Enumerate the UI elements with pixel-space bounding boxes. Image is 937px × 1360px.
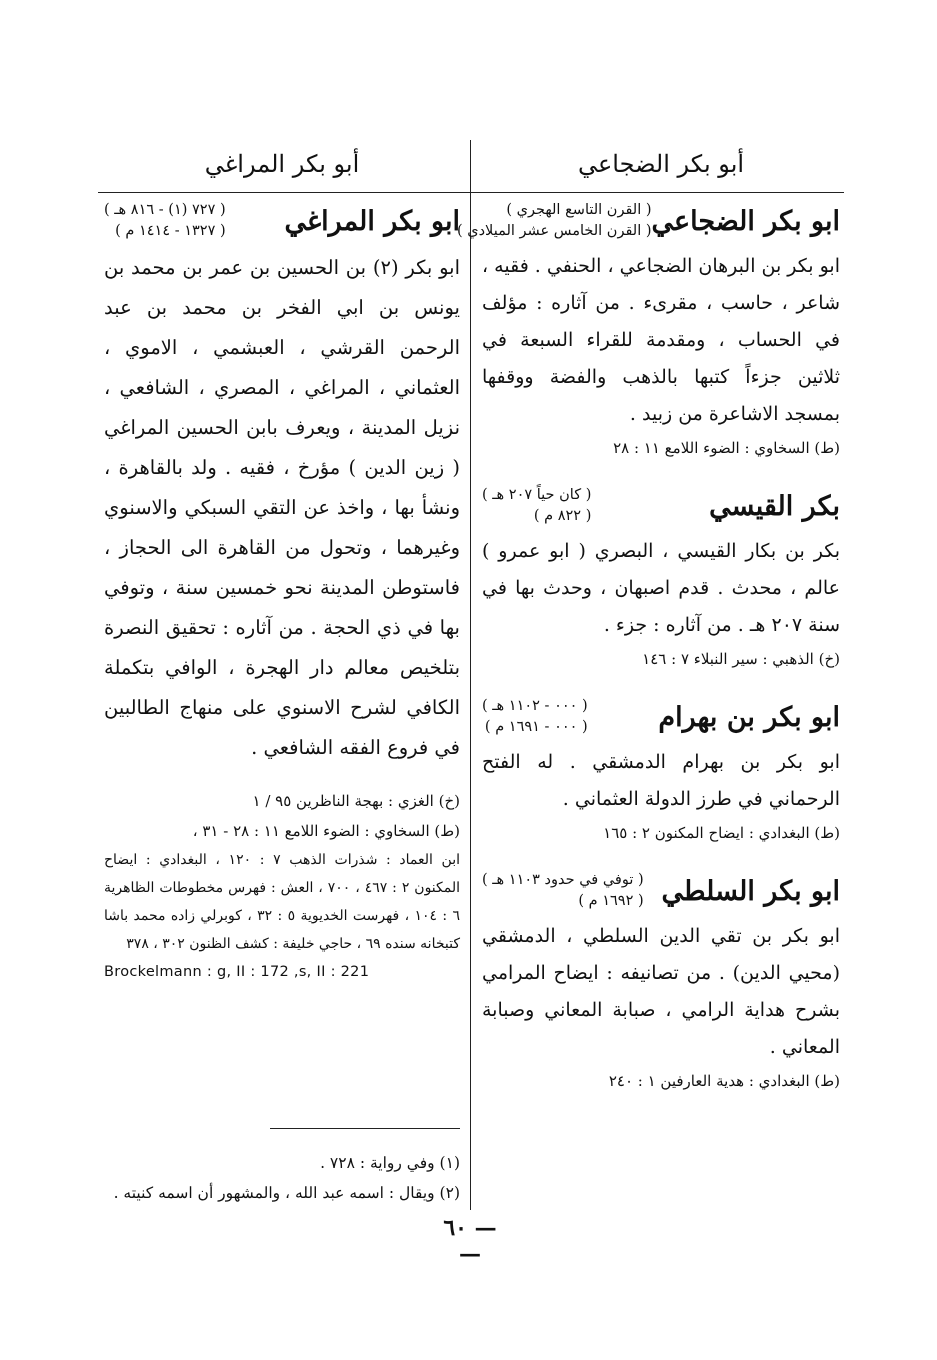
footnote: (١) وفي رواية : ٧٢٨ . xyxy=(320,1154,460,1172)
page-number: — ٦٠ — xyxy=(443,1215,497,1267)
column-divider xyxy=(470,140,471,1210)
entry-dajai xyxy=(456,200,840,463)
entry-body: ابو بكر بن تقي الدين السلطي ، الدمشقي (محيي الدين) . من تصانيفه : ايضاح المرامي بشرح هداية الرامي ، صبابة المعاني وصبابة المعاني . xyxy=(482,925,840,1058)
entry-name: ابو بكر بن بهرام xyxy=(658,701,840,733)
footnotes xyxy=(104,1148,460,1208)
entry-reference: (ط) السخاوي : الضوء اللامع ١١ : ٢٨ - ٣١ ، xyxy=(192,822,460,840)
entry-qaysi xyxy=(482,485,840,674)
entry-name: ابو بكر الضجاعي xyxy=(651,205,840,237)
entry-body: بكر بن بكار القيسي ، البصري ( ابو عمرو ) عالم ، محدث . قدم اصبهان ، وحدث بها في سنة ٢٠٧ هـ . من آثاره : جزء . xyxy=(482,540,840,636)
entry-body: ابو بكر بن بهرام الدمشقي . له الفتح الرحماني في طرز الدولة العثماني . xyxy=(482,751,840,810)
date-gregorian: ( ١٣٢٧ - ١٤١٤ م ) xyxy=(115,223,226,239)
header-rule xyxy=(98,192,844,193)
entry-reference: (خ) الغزي : بهجة الناظرين ٩٥ / ١ xyxy=(252,792,460,810)
entry-dates xyxy=(482,485,591,527)
entry-salti xyxy=(482,870,840,1096)
entry-dates xyxy=(104,200,226,242)
running-header-right: أبو بكر الضجاعي xyxy=(577,150,745,178)
right-column xyxy=(456,200,840,1110)
entry-reference: (ط) البغدادي : ايضاح المكنون ٢ : ١٦٥ xyxy=(603,824,840,842)
footnote-rule xyxy=(270,1128,460,1129)
date-gregorian: ( ١٦٩٢ م ) xyxy=(578,893,644,909)
entry-name: ابو بكر المراغي xyxy=(284,205,460,237)
date-hijri: ( ٧٢٧ (١) - ٨١٦ هـ ) xyxy=(104,202,226,218)
date-gregorian: ( ٨٢٢ م ) xyxy=(533,508,592,524)
date-hijri: ( القرن التاسع الهجري ) xyxy=(506,202,652,218)
date-hijri: ( ٠٠٠ - ١١٠٢ هـ ) xyxy=(482,698,588,714)
entry-reference: (ط) البغدادي : هدية العارفين ١ : ٢٤٠ xyxy=(608,1072,840,1090)
entry-maraghi xyxy=(104,200,460,980)
entry-reference: (خ) الذهبي : سير النبلاء ٧ : ١٤٦ xyxy=(642,650,840,668)
date-gregorian: ( ٠٠٠ - ١٦٩١ م ) xyxy=(484,719,588,735)
left-column xyxy=(104,200,460,994)
date-hijri: ( كان حياً ٢٠٧ هـ ) xyxy=(482,487,592,503)
entry-dates xyxy=(482,870,644,912)
entry-dates xyxy=(482,696,588,738)
entry-body: ابو بكر بن البرهان الضجاعي ، الحنفي . فقيه ، شاعر ، حاسب ، مقرىء . من آثاره : مؤلف في الحساب ، ومقدمة للقراء السبعة في ثلاثين جزءاً كتبها بالذهب والفضة ووقفها بمسجد الاشاعرة من زبيد . xyxy=(481,255,840,425)
entry-name: بكر القيسي xyxy=(709,490,840,522)
entry-dates xyxy=(457,200,652,242)
running-header-left: أبو بكر المراغي xyxy=(204,150,360,178)
entry-name: ابو بكر السلطي xyxy=(661,875,840,907)
latin-reference: Brockelmann : g, II : 172 ,s, II : 221 xyxy=(104,964,370,980)
entry-body: ابو بكر (٢) بن الحسين بن عمر بن محمد بن يونس بن ابي الفخر بن محمد بن عبد الرحمن القرشي ، العبشمي ، الاموي ، العثماني ، المراغي ، المصري ، الشافعي ، نزيل المدينة ، ويعرف بابن الحسين المراغي ( زين الدين ) مؤرخ ، فقيه . ولد بالقاهرة ، ونشأ بها ، واخذ عن التقي السبكي والاسنوي وغيرهما ، وتحول من القاهرة الى الحجاز ، فاستوطن المدينة نحو خمسين سنة ، وتوفي بها في ذي الحجة . من آثاره : تحقيق النصرة بتلخيص معالم دار الهجرة ، الوافي بتكملة الكافي لشرح الاسنوي على منهاج الطالبين في فروع الفقه الشافعي . xyxy=(104,256,460,759)
footnote: (٢) ويقال : اسمه عبد الله ، والمشهور أن اسمه كنيته . xyxy=(113,1184,460,1202)
entry-reference: ابن العماد : شذرات الذهب ٧ : ١٢٠ ، البغدادي : ايضاح المكنون ٢ : ٤٦٧ ، ٧٠٠ ، العش : فهرس مخطوطات الظاهرية ٦ : ١٠٤ ، فهرست الخديوية ٥ : ٣٢ ، كوبرلي زاده محمد باشا كتبخانه سنده ٦٩ ، حاجي خليفة : كشف الظنون ٣٠٢ ، ٣٧٨ xyxy=(104,852,461,952)
entry-bahram xyxy=(482,696,840,848)
entry-reference: (ط) السخاوي : الضوء اللامع ١١ : ٢٨ xyxy=(613,439,840,457)
date-hijri: ( توفي في حدود ١١٠٣ هـ ) xyxy=(482,872,644,888)
date-gregorian: ( القرن الخامس عشر الميلادي ) xyxy=(456,223,652,239)
